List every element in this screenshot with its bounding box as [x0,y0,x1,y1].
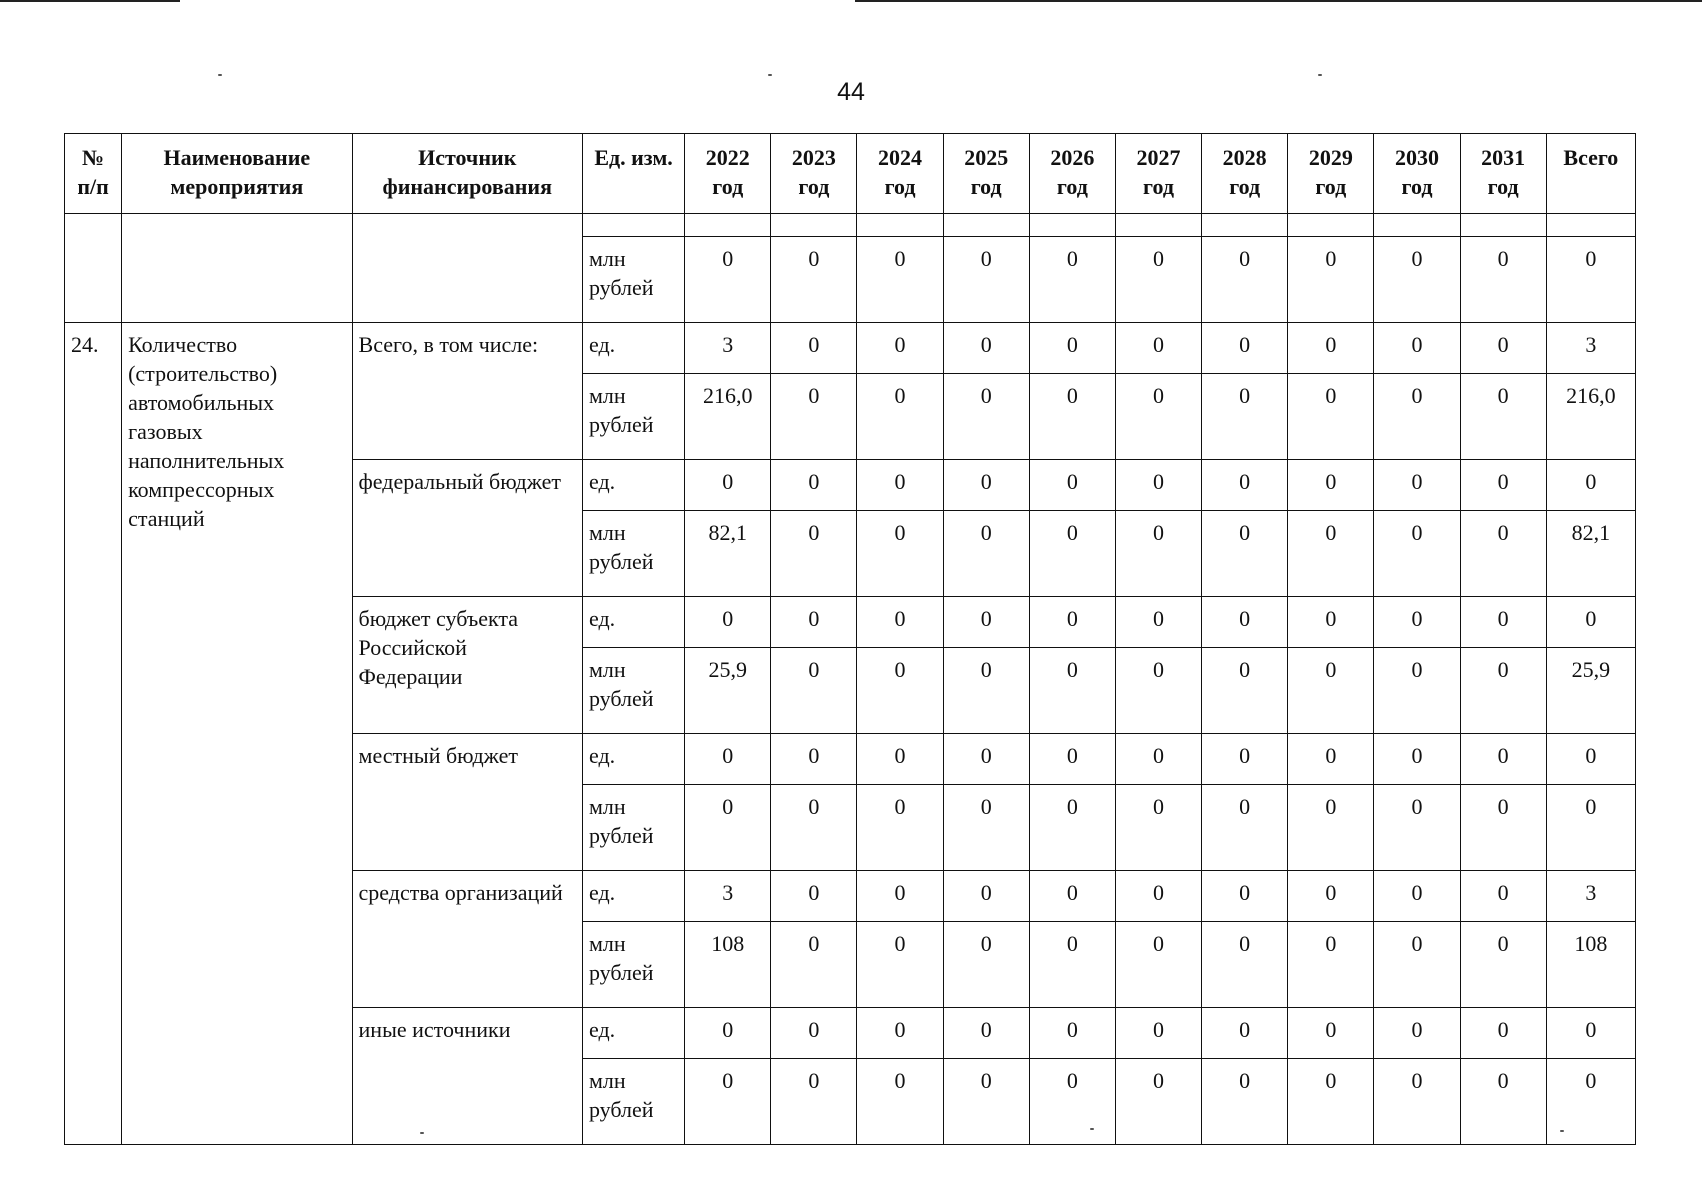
value-cell: 0 [943,1059,1029,1145]
empty-cell [1546,214,1635,237]
total-cell: 216,0 [1546,374,1635,460]
value-cell: 0 [1202,734,1288,785]
carry-over-number-cell [65,214,122,323]
empty-cell [1288,214,1374,237]
header-number: № п/п [65,134,122,214]
value-cell: 0 [685,460,771,511]
value-cell: 0 [685,1059,771,1145]
value-cell: 0 [1288,460,1374,511]
total-cell: 0 [1546,734,1635,785]
value-cell: 0 [771,785,857,871]
value-cell: 0 [943,374,1029,460]
scan-edge-line-right [855,0,1702,2]
header-year: 2027 год [1115,134,1201,214]
header-year: 2024 год [857,134,943,214]
value-cell: 0 [1029,597,1115,648]
header-funding-source: Источник финансирования [352,134,582,214]
value-cell: 0 [1460,648,1546,734]
value-cell: 0 [771,597,857,648]
financing-table [64,133,1636,1145]
total-cell: 82,1 [1546,511,1635,597]
value-cell: 0 [1374,922,1460,1008]
value-cell: 3 [685,871,771,922]
unit-cell: млн рублей [582,922,684,1008]
value-cell: 0 [1029,871,1115,922]
empty-cell [1460,214,1546,237]
value-cell: 0 [1288,648,1374,734]
value-cell: 0 [1288,237,1374,323]
value-cell: 0 [1374,734,1460,785]
funding-source-cell: бюджет субъекта Российской Федерации [352,597,582,734]
value-cell: 216,0 [685,374,771,460]
value-cell: 0 [771,374,857,460]
value-cell: 0 [943,460,1029,511]
value-cell: 0 [1115,460,1201,511]
unit-cell: ед. [582,460,684,511]
value-cell: 0 [943,511,1029,597]
page-number: 44 [837,78,865,106]
value-cell: 0 [857,734,943,785]
value-cell: 0 [1374,323,1460,374]
value-cell: 0 [1202,323,1288,374]
value-cell: 0 [943,323,1029,374]
scan-speck [768,74,772,76]
header-year: 2023 год [771,134,857,214]
header-measure-name: Наименование мероприятия [122,134,352,214]
value-cell: 0 [857,1008,943,1059]
empty-cell [1115,214,1201,237]
value-cell: 0 [857,374,943,460]
header-year: 2025 год [943,134,1029,214]
value-cell: 0 [943,734,1029,785]
value-cell: 0 [1460,734,1546,785]
value-cell: 0 [857,785,943,871]
value-cell: 0 [1374,785,1460,871]
total-cell: 0 [1546,237,1635,323]
unit-cell: млн рублей [582,1059,684,1145]
value-cell: 0 [1029,1059,1115,1145]
funding-source-cell: средства организаций [352,871,582,1008]
value-cell: 0 [1115,648,1201,734]
value-cell: 0 [1202,871,1288,922]
value-cell: 0 [1029,374,1115,460]
empty-cell [857,214,943,237]
value-cell: 0 [1202,597,1288,648]
carry-over-source-cell [352,214,582,323]
total-cell: 3 [1546,871,1635,922]
value-cell: 0 [1202,1008,1288,1059]
value-cell: 0 [1115,597,1201,648]
scan-speck [1318,74,1322,76]
value-cell: 0 [943,237,1029,323]
value-cell: 0 [857,323,943,374]
value-cell: 0 [771,1008,857,1059]
value-cell: 0 [857,237,943,323]
empty-cell [685,214,771,237]
value-cell: 0 [857,922,943,1008]
empty-cell [1029,214,1115,237]
value-cell: 0 [1374,597,1460,648]
unit-cell: ед. [582,734,684,785]
unit-cell: млн рублей [582,511,684,597]
scan-edge-line-left [0,0,180,2]
funding-source-cell: Всего, в том числе: [352,323,582,460]
value-cell: 0 [1374,511,1460,597]
value-cell: 0 [1374,1059,1460,1145]
value-cell: 0 [857,511,943,597]
value-cell: 0 [771,871,857,922]
value-cell: 0 [1460,374,1546,460]
value-cell: 0 [1115,734,1201,785]
value-cell: 0 [771,734,857,785]
value-cell: 0 [857,648,943,734]
value-cell: 0 [1029,648,1115,734]
unit-cell: ед. [582,597,684,648]
value-cell: 0 [1288,1059,1374,1145]
header-year: 2029 год [1288,134,1374,214]
value-cell: 0 [1202,374,1288,460]
empty-cell [943,214,1029,237]
value-cell: 0 [1374,871,1460,922]
value-cell: 0 [1374,374,1460,460]
table-header-row [65,134,1636,214]
value-cell: 0 [1029,511,1115,597]
unit-cell: ед. [582,1008,684,1059]
value-cell: 0 [685,597,771,648]
value-cell: 0 [1029,785,1115,871]
value-cell: 0 [857,597,943,648]
value-cell: 0 [1460,237,1546,323]
value-cell: 0 [857,871,943,922]
empty-cell [1202,214,1288,237]
value-cell: 0 [943,785,1029,871]
value-cell: 0 [1460,785,1546,871]
empty-cell [1374,214,1460,237]
value-cell: 0 [1460,323,1546,374]
value-cell: 0 [1202,511,1288,597]
value-cell: 0 [685,1008,771,1059]
value-cell: 0 [1029,323,1115,374]
value-cell: 0 [1029,734,1115,785]
value-cell: 0 [1029,237,1115,323]
item-name-cell: Количество (строительство) автомобильных газовых наполнительных компрессорных станций [122,323,352,1145]
spacer-row [65,214,1636,237]
value-cell: 0 [685,785,771,871]
value-cell: 0 [1202,237,1288,323]
total-cell: 108 [1546,922,1635,1008]
unit-cell: млн рублей [582,237,684,323]
header-year: 2026 год [1029,134,1115,214]
value-cell: 0 [1460,922,1546,1008]
value-cell: 0 [771,511,857,597]
funding-source-cell: иные источники [352,1008,582,1145]
value-cell: 0 [1202,785,1288,871]
unit-cell: ед. [582,323,684,374]
value-cell: 0 [1460,1059,1546,1145]
total-cell: 25,9 [1546,648,1635,734]
value-cell: 0 [943,871,1029,922]
empty-cell [771,214,857,237]
value-cell: 0 [1115,1059,1201,1145]
unit-cell: млн рублей [582,785,684,871]
value-cell: 0 [1115,871,1201,922]
value-cell: 82,1 [685,511,771,597]
value-cell: 0 [1288,1008,1374,1059]
value-cell: 0 [1115,922,1201,1008]
header-year: 2030 год [1374,134,1460,214]
total-cell: 0 [1546,1059,1635,1145]
value-cell: 25,9 [685,648,771,734]
header-year: 2031 год [1460,134,1546,214]
value-cell: 0 [1374,648,1460,734]
value-cell: 0 [1288,597,1374,648]
value-cell: 0 [1288,734,1374,785]
value-cell: 0 [857,460,943,511]
value-cell: 0 [1374,460,1460,511]
value-cell: 0 [1115,511,1201,597]
table-row [65,323,1636,374]
total-cell: 0 [1546,460,1635,511]
value-cell: 0 [1288,511,1374,597]
value-cell: 0 [943,1008,1029,1059]
value-cell: 0 [943,597,1029,648]
value-cell: 0 [1460,597,1546,648]
value-cell: 0 [771,237,857,323]
funding-source-cell: местный бюджет [352,734,582,871]
value-cell: 0 [771,648,857,734]
value-cell: 0 [1202,1059,1288,1145]
value-cell: 0 [1288,785,1374,871]
value-cell: 0 [1115,1008,1201,1059]
value-cell: 0 [685,237,771,323]
value-cell: 0 [771,922,857,1008]
unit-cell: млн рублей [582,648,684,734]
value-cell: 0 [1288,323,1374,374]
unit-cell: ед. [582,871,684,922]
value-cell: 0 [1115,323,1201,374]
value-cell: 0 [771,460,857,511]
value-cell: 0 [857,1059,943,1145]
value-cell: 0 [1115,374,1201,460]
value-cell: 0 [1460,511,1546,597]
value-cell: 0 [1115,785,1201,871]
unit-cell: млн рублей [582,374,684,460]
value-cell: 0 [1460,1008,1546,1059]
value-cell: 108 [685,922,771,1008]
value-cell: 0 [1202,648,1288,734]
value-cell: 0 [1288,374,1374,460]
header-unit: Ед. изм. [582,134,684,214]
value-cell: 0 [1374,237,1460,323]
carry-over-name-cell [122,214,352,323]
total-cell: 3 [1546,323,1635,374]
item-number-cell: 24. [65,323,122,1145]
value-cell: 0 [1115,237,1201,323]
header-total: Всего [1546,134,1635,214]
value-cell: 0 [1029,460,1115,511]
value-cell: 0 [943,648,1029,734]
value-cell: 0 [1029,1008,1115,1059]
value-cell: 0 [1202,460,1288,511]
item-24-body [65,323,1636,1145]
scan-speck [218,74,222,76]
value-cell: 0 [771,1059,857,1145]
value-cell: 3 [685,323,771,374]
total-cell: 0 [1546,785,1635,871]
value-cell: 0 [685,734,771,785]
value-cell: 0 [1029,922,1115,1008]
empty-cell [582,214,684,237]
value-cell: 0 [1460,871,1546,922]
total-cell: 0 [1546,1008,1635,1059]
value-cell: 0 [1202,922,1288,1008]
value-cell: 0 [1374,1008,1460,1059]
value-cell: 0 [1460,460,1546,511]
value-cell: 0 [1288,922,1374,1008]
value-cell: 0 [943,922,1029,1008]
funding-source-cell: федеральный бюджет [352,460,582,597]
header-year: 2022 год [685,134,771,214]
value-cell: 0 [771,323,857,374]
header-year: 2028 год [1202,134,1288,214]
total-cell: 0 [1546,597,1635,648]
value-cell: 0 [1288,871,1374,922]
